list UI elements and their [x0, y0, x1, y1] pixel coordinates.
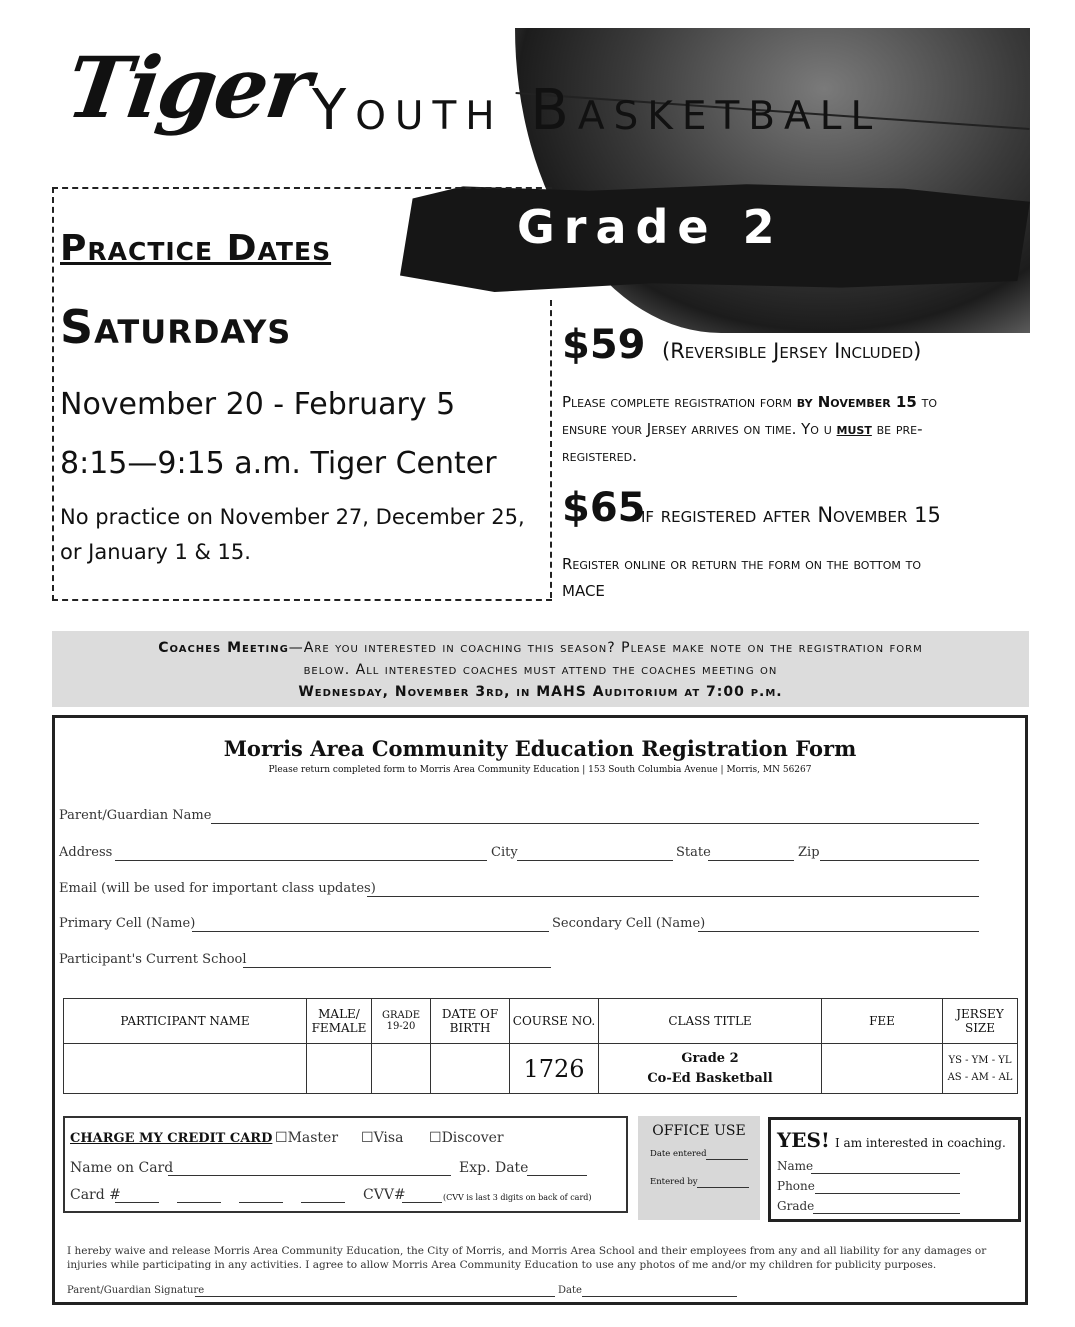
liability-waiver: I hereby waive and release Morris Area Community Education, the City of Morris, and Morris Area School and their employees from any and all liability for any damages or injuries while participating in any activities. I agree to allow Morris Area Community Education to use any photos of me and/or my children for publicity purposes. — [67, 1245, 987, 1271]
parent-name-field[interactable] — [211, 823, 979, 824]
email-label: Email (will be used for important class updates) — [59, 881, 376, 896]
master-option[interactable]: ☐Master — [275, 1130, 339, 1146]
practice-dates-heading: Practice Dates — [60, 228, 332, 269]
jersey-size-cell[interactable]: YS - YM - YL AS - AM - AL — [943, 1044, 1018, 1094]
class-title-cell: Grade 2 Co-Ed Basketball — [599, 1044, 822, 1094]
grade-cell[interactable] — [372, 1044, 431, 1094]
header-course-no: COURSE NO. — [510, 999, 599, 1044]
school-label: Participant's Current School — [59, 952, 247, 967]
header-gender: MALE/ FEMALE — [307, 999, 372, 1044]
email-field[interactable] — [367, 896, 979, 897]
registration-deadline-note: Please complete registration form by November 15 to ensure your Jersey arrives on time. Yo u must be pre- registered. — [562, 393, 937, 465]
header-grade: GRADE 19-20 — [372, 999, 431, 1044]
checkbox-icon[interactable]: ☐ — [275, 1130, 288, 1146]
cvv-field[interactable] — [402, 1202, 442, 1203]
header-jersey-size: JERSEY SIZE — [943, 999, 1018, 1044]
coaching-interest-box — [768, 1117, 1021, 1222]
basketball-image — [515, 28, 1030, 333]
city-field[interactable] — [517, 860, 673, 861]
tiger-script-title: Tiger — [61, 38, 316, 137]
no-practice-line-2: or January 1 & 15. — [60, 540, 251, 564]
visa-option[interactable]: ☐Visa — [361, 1130, 404, 1146]
card-number-field-2[interactable] — [177, 1202, 221, 1203]
discover-option[interactable]: ☐Discover — [429, 1130, 504, 1146]
form-subtitle: Please return completed form to Morris Area Community Education | 153 South Columbia Avenue | Morris, MN 56267 — [268, 765, 812, 775]
signature-label: Parent/Guardian Signature — [67, 1285, 205, 1296]
header-participant-name: PARTICIPANT NAME — [64, 999, 307, 1044]
address-field[interactable] — [115, 860, 487, 861]
late-price: $65 — [562, 485, 646, 531]
registration-form — [52, 715, 1028, 1305]
early-price: $59 — [562, 322, 646, 368]
early-price-note: (Reversible Jersey Included) — [662, 339, 922, 363]
participant-name-cell[interactable] — [64, 1044, 307, 1094]
practice-day: Saturdays — [60, 300, 292, 354]
coach-name-label: Name — [777, 1159, 814, 1173]
exp-date-field[interactable] — [527, 1175, 587, 1176]
card-number-label: Card # — [70, 1187, 121, 1203]
address-label: Address — [59, 845, 113, 860]
secondary-cell-field[interactable] — [698, 931, 979, 932]
office-use-heading: OFFICE USE — [652, 1123, 746, 1139]
primary-cell-label: Primary Cell (Name) — [59, 916, 196, 931]
credit-card-heading: CHARGE MY CREDIT CARD — [70, 1131, 273, 1146]
course-no-cell: 1726 — [510, 1044, 599, 1094]
date-field[interactable] — [582, 1296, 737, 1297]
coach-grade-field[interactable] — [813, 1213, 960, 1214]
checkbox-icon[interactable]: ☐ — [429, 1130, 442, 1146]
primary-cell-field[interactable] — [192, 931, 549, 932]
card-number-field-1[interactable] — [115, 1202, 159, 1203]
parent-name-label: Parent/Guardian Name — [59, 808, 212, 823]
coach-grade-label: Grade — [777, 1199, 815, 1213]
city-label: City — [491, 845, 518, 860]
signature-field[interactable] — [195, 1296, 555, 1297]
practice-date-range: November 20 - February 5 — [60, 387, 456, 422]
zip-label: Zip — [798, 845, 820, 860]
practice-time-location: 8:15—9:15 a.m. Tiger Center — [60, 446, 497, 481]
cvv-note: (CVV is last 3 digits on back of card) — [443, 1193, 592, 1202]
date-label: Date — [558, 1285, 582, 1296]
exp-date-label: Exp. Date — [459, 1160, 529, 1176]
date-entered-field — [706, 1159, 748, 1160]
header-dob: DATE OF BIRTH — [431, 999, 510, 1044]
state-field[interactable] — [708, 860, 794, 861]
name-on-card-field[interactable] — [168, 1175, 451, 1176]
late-price-note: if registered after November 15 — [641, 503, 941, 527]
coaching-interest-text: I am interested in coaching. — [835, 1136, 1006, 1150]
page-title: Youth Basketball — [312, 78, 882, 143]
table-header-row — [64, 999, 1018, 1044]
register-instructions: Register online or return the form on the bottom to MACE — [562, 555, 921, 600]
office-use-box — [638, 1116, 760, 1220]
header-class-title: CLASS TITLE — [599, 999, 822, 1044]
state-label: State — [676, 845, 711, 860]
school-field[interactable] — [243, 967, 551, 968]
table-row — [64, 1044, 1018, 1094]
grade-label: Grade 2 — [517, 200, 784, 254]
date-entered-label: Date entered — [650, 1149, 707, 1159]
checkbox-icon[interactable]: ☐ — [361, 1130, 374, 1146]
card-number-field-3[interactable] — [239, 1202, 283, 1203]
yes-label: YES! — [777, 1128, 830, 1152]
coach-phone-label: Phone — [777, 1179, 815, 1193]
coaches-meeting-banner: Coaches Meeting—Are you interested in coaching this season? Please make note on the registration form below. All interested coaches must attend the coaches meeting on Wednesday, November 3rd, in MAHS Auditorium at 7:00 p.m. — [52, 631, 1029, 707]
card-number-field-4[interactable] — [301, 1202, 345, 1203]
coach-name-field[interactable] — [811, 1173, 960, 1174]
secondary-cell-label: Secondary Cell (Name) — [552, 916, 706, 931]
coach-phone-field[interactable] — [815, 1193, 960, 1194]
name-on-card-label: Name on Card — [70, 1160, 174, 1176]
gender-cell[interactable] — [307, 1044, 372, 1094]
dob-cell[interactable] — [431, 1044, 510, 1094]
fee-cell[interactable] — [822, 1044, 943, 1094]
form-title: Morris Area Community Education Registration Form — [223, 736, 857, 761]
entered-by-label: Entered by — [650, 1177, 698, 1187]
credit-card-box — [63, 1116, 628, 1213]
zip-field[interactable] — [820, 860, 979, 861]
cvv-label: CVV# — [363, 1187, 406, 1203]
entered-by-field — [697, 1187, 749, 1188]
header-fee: FEE — [822, 999, 943, 1044]
practice-box-divider — [550, 300, 552, 598]
participant-table — [63, 998, 1018, 1094]
no-practice-line-1: No practice on November 27, December 25, — [60, 505, 525, 529]
